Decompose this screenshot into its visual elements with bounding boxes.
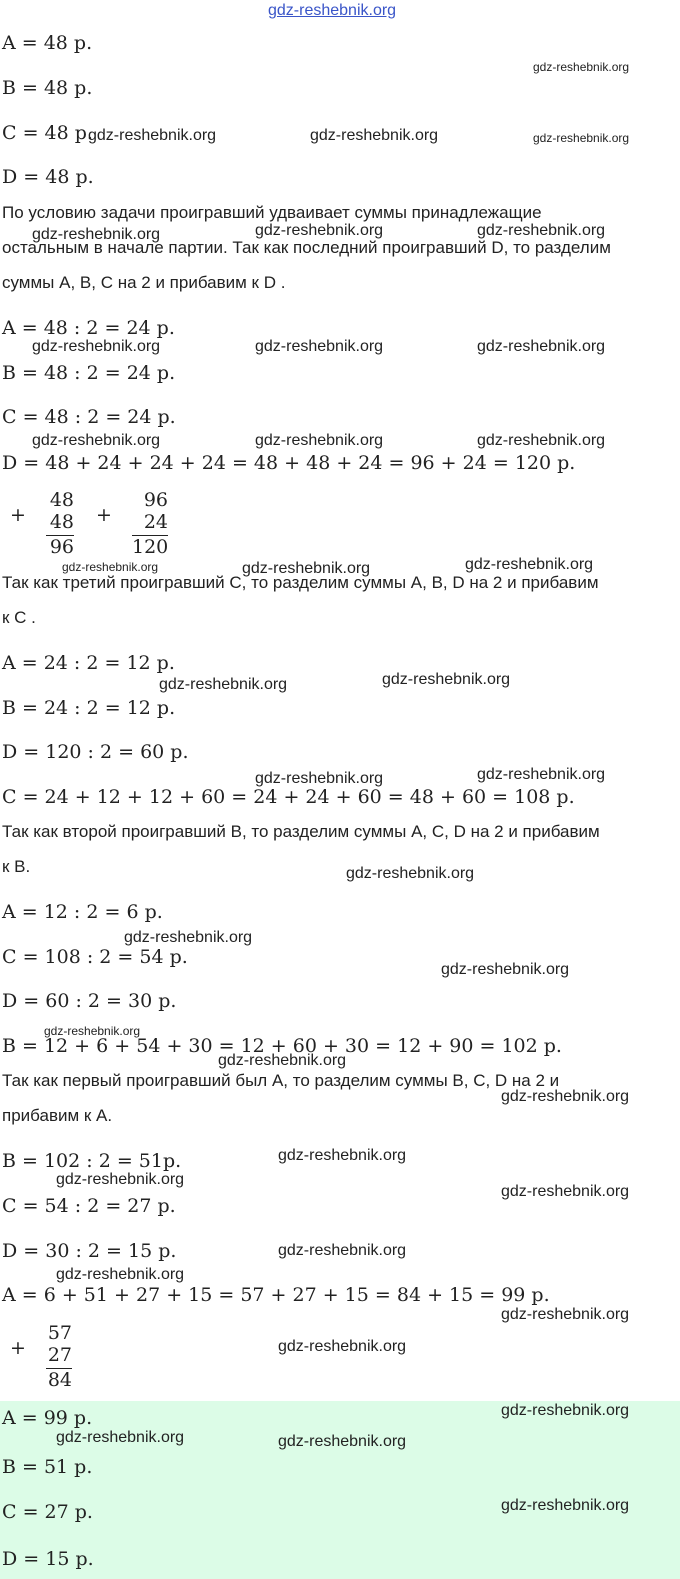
watermark: gdz-reshebnik.org <box>278 1433 407 1450</box>
watermark: gdz-reshebnik.org <box>255 338 384 355</box>
watermark: gdz-reshebnik.org <box>501 1088 630 1105</box>
column-add-1 <box>46 489 74 558</box>
column-add-3-sum: 84 <box>47 1369 72 1391</box>
answer-line-a: A = 99 р. <box>2 1407 93 1429</box>
column-add-1-sum: 96 <box>46 535 74 558</box>
watermark: gdz-reshebnik.org <box>56 1171 185 1188</box>
watermark: gdz-reshebnik.org <box>501 1306 630 1323</box>
paragraph-4-line-2: прибавим к A. <box>2 1106 113 1125</box>
watermark: gdz-reshebnik.org <box>255 432 384 449</box>
watermark: gdz-reshebnik.org <box>242 560 371 577</box>
column-add-3 <box>46 1322 72 1391</box>
step4-line-d: D = 30 : 2 = 15 р. <box>2 1240 177 1262</box>
step4-line-b: B = 102 : 2 = 51р. <box>2 1150 182 1172</box>
watermark: gdz-reshebnik.org <box>278 1242 407 1259</box>
step3-line-c: C = 108 : 2 = 54 р. <box>2 946 188 968</box>
intro-line-c: C = 48 р. <box>2 122 93 144</box>
answer-highlight <box>0 1401 680 1579</box>
step3-line-b: B = 12 + 6 + 54 + 30 = 12 + 60 + 30 = 12 + 90 = 102 р. <box>2 1035 562 1057</box>
step3-line-d: D = 60 : 2 = 30 р. <box>2 990 177 1012</box>
watermark: gdz-reshebnik.org <box>501 1497 630 1514</box>
intro-line-a: A = 48 р. <box>2 32 93 54</box>
column-add-2-term-a: 96 <box>143 489 168 511</box>
step2-line-c: C = 24 + 12 + 12 + 60 = 24 + 24 + 60 = 48 + 60 = 108 р. <box>2 786 575 808</box>
watermark: gdz-reshebnik.org <box>501 1183 630 1200</box>
step4-line-c: C = 54 : 2 = 27 р. <box>2 1195 176 1217</box>
step1-line-a: A = 48 : 2 = 24 р. <box>2 317 175 339</box>
watermark: gdz-reshebnik.org <box>441 961 570 978</box>
step2-line-a: A = 24 : 2 = 12 р. <box>2 652 175 674</box>
watermark: gdz-reshebnik.org <box>159 676 288 693</box>
paragraph-2-line-2: к C . <box>2 608 36 627</box>
column-add-2 <box>132 489 168 558</box>
paragraph-3-line-2: к B. <box>2 857 31 876</box>
watermark: gdz-reshebnik.org <box>501 1402 630 1419</box>
watermark: gdz-reshebnik.org <box>346 865 475 882</box>
paragraph-1-line-2: остальным в начале партии. Так как последний проигравший D, то разделим <box>2 238 611 257</box>
watermark: gdz-reshebnik.org <box>477 222 606 239</box>
watermark: gdz-reshebnik.org <box>44 1024 141 1038</box>
watermark: gdz-reshebnik.org <box>218 1052 347 1069</box>
watermark: gdz-reshebnik.org <box>56 1266 185 1283</box>
answer-line-b: B = 51 р. <box>2 1456 93 1478</box>
watermark: gdz-reshebnik.org <box>32 432 161 449</box>
paragraph-4-line-1: Так как первый проигравший был A, то разделим суммы B, C, D на 2 и <box>2 1071 560 1090</box>
column-add-3-sign: + <box>10 1337 26 1359</box>
paragraph-2-line-1: Так как третий проигравший C, то разделим суммы A, B, D на 2 и прибавим <box>2 573 599 592</box>
step1-line-b: B = 48 : 2 = 24 р. <box>2 362 176 384</box>
column-add-2-sum: 120 <box>132 536 169 558</box>
watermark: gdz-reshebnik.org <box>465 556 594 573</box>
intro-line-b: B = 48 р. <box>2 77 93 99</box>
column-add-2-sign: + <box>96 504 112 526</box>
column-add-1-term-b: 48 <box>49 511 74 533</box>
watermark: gdz-reshebnik.org <box>255 222 384 239</box>
answer-line-c: C = 27 р. <box>2 1501 93 1523</box>
step1-line-d: D = 48 + 24 + 24 + 24 = 48 + 48 + 24 = 96 + 24 = 120 р. <box>2 452 576 474</box>
step1-line-c: C = 48 : 2 = 24 р. <box>2 406 176 428</box>
answer-line-d: D = 15 р. <box>2 1548 94 1570</box>
watermark: gdz-reshebnik.org <box>477 338 606 355</box>
watermark: gdz-reshebnik.org <box>278 1338 407 1355</box>
watermark: gdz-reshebnik.org <box>533 131 630 145</box>
watermark: gdz-reshebnik.org <box>124 929 253 946</box>
intro-line-d: D = 48 р. <box>2 166 94 188</box>
watermark: gdz-reshebnik.org <box>56 1429 185 1446</box>
watermark: gdz-reshebnik.org <box>477 766 606 783</box>
watermark: gdz-reshebnik.org <box>382 671 511 688</box>
site-link-header[interactable]: gdz-reshebnik.org <box>268 2 397 19</box>
column-add-1-term-a: 48 <box>49 489 74 511</box>
paragraph-3-line-1: Так как второй проигравший B, то разделим суммы A, C, D на 2 и прибавим <box>2 822 600 841</box>
watermark: gdz-reshebnik.org <box>32 338 161 355</box>
paragraph-1-line-3: суммы A, B, C на 2 и прибавим к D . <box>2 273 286 292</box>
watermark: gdz-reshebnik.org <box>477 432 606 449</box>
watermark: gdz-reshebnik.org <box>533 60 630 74</box>
column-add-2-term-b: 24 <box>143 511 168 533</box>
step2-line-b: B = 24 : 2 = 12 р. <box>2 697 176 719</box>
column-add-1-sign: + <box>10 504 26 526</box>
step4-line-a: A = 6 + 51 + 27 + 15 = 57 + 27 + 15 = 84 + 15 = 99 р. <box>2 1284 550 1306</box>
watermark: gdz-reshebnik.org <box>278 1147 407 1164</box>
column-add-3-term-a: 57 <box>47 1322 72 1344</box>
column-add-3-term-b: 27 <box>47 1344 72 1366</box>
watermark: gdz-reshebnik.org <box>62 560 159 574</box>
watermark: gdz-reshebnik.org <box>255 770 384 787</box>
watermark: gdz-reshebnik.org <box>88 127 217 144</box>
watermark: gdz-reshebnik.org <box>310 127 439 144</box>
step3-line-a: A = 12 : 2 = 6 р. <box>2 901 163 923</box>
paragraph-1-line-1: По условию задачи проигравший удваивает суммы принадлежащие <box>2 203 542 222</box>
watermark: gdz-reshebnik.org <box>32 226 161 243</box>
step2-line-d: D = 120 : 2 = 60 р. <box>2 741 189 763</box>
